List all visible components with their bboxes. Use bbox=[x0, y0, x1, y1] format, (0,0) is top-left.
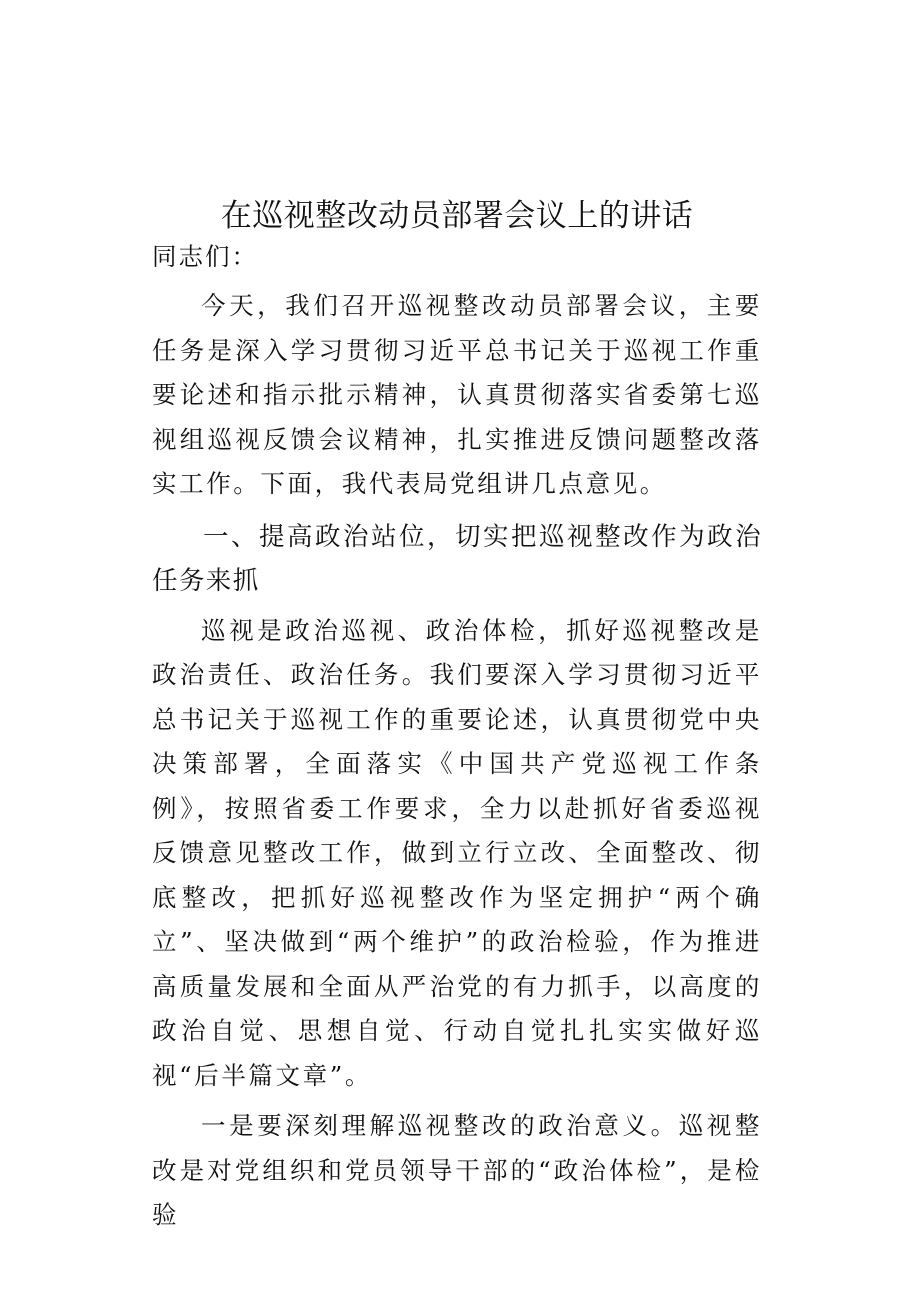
document-body bbox=[152, 196, 762, 1238]
salutation: 同志们： bbox=[152, 242, 258, 271]
paragraph-section-1: 巡视是政治巡视、政治体检，抓好巡视整改是政治责任、政治任务。我们要深入学习贯彻习近平总书记关于巡视工作的重要论述，认真贯彻党中央决策部署，全面落实《中国共产党巡视工作条例》，按照省委工作要求，全力以赴抓好省委巡视反馈意见整改工作，做到立行立改、全面整改、彻底整改，把抓好巡视整改作为坚定拥护“两个确立”、坚决做到“两个维护”的政治检验，作为推进高质量发展和全面从严治党的有力抓手，以高度的政治自觉、思想自觉、行动自觉扎扎实实做好巡视“后半篇文章”。 bbox=[152, 615, 762, 1090]
section-heading-1: 一、提高政治站位，切实把巡视整改作为政治任务来抓 bbox=[152, 521, 762, 596]
paragraph-point-1: 一是要深刻理解巡视整改的政治意义。巡视整改是对党组织和党员领导干部的“政治体检”，是检验 bbox=[152, 1111, 762, 1229]
document-title: 在巡视整改动员部署会议上的讲话 bbox=[220, 198, 694, 234]
paragraph-intro: 今天，我们召开巡视整改动员部署会议，主要任务是深入学习贯彻习近平总书记关于巡视工作重要论述和指示批示精神，认真贯彻落实省委第七巡视组巡视反馈会议精神，扎实推进反馈问题整改落实工作。下面，我代表局党组讲几点意见。 bbox=[152, 291, 762, 498]
